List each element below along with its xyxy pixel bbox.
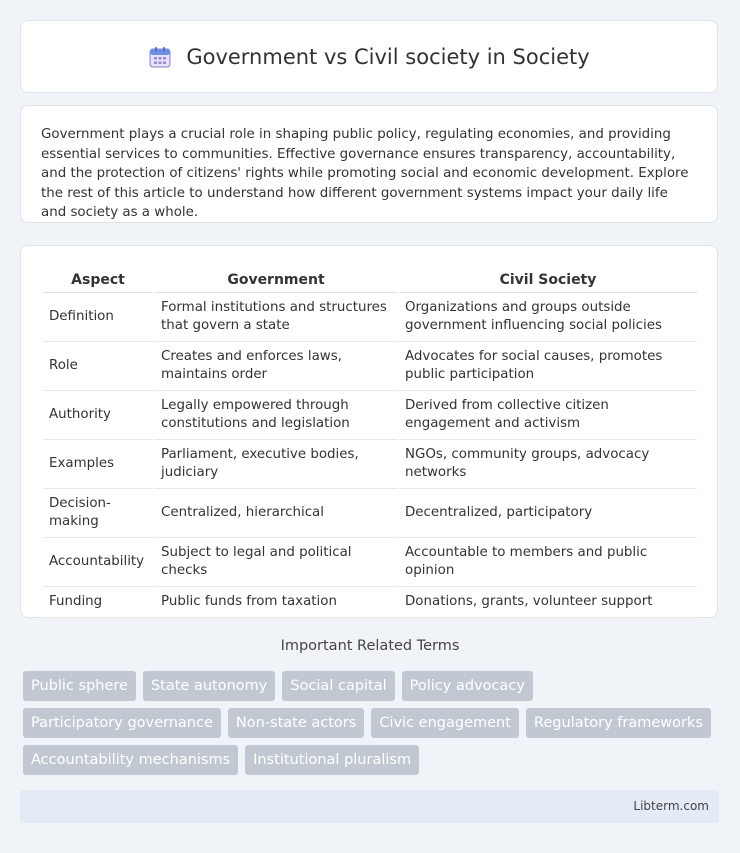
aspect-cell: Examples (43, 440, 153, 489)
related-term-tag[interactable]: Social capital (282, 671, 394, 701)
aspect-cell: Decision-making (43, 489, 153, 538)
intro-card (20, 105, 718, 223)
table-row (43, 538, 697, 587)
government-cell: Parliament, executive bodies, judiciary (155, 440, 397, 489)
related-terms-list (23, 671, 723, 782)
civil-society-cell: Accountable to members and public opinion (399, 538, 697, 587)
civil-society-cell: NGOs, community groups, advocacy networks (399, 440, 697, 489)
table-row (43, 293, 697, 342)
aspect-cell: Definition (43, 293, 153, 342)
intro-text: Government plays a crucial role in shaping public policy, regulating economies, and providing essential services to communities. Effective governance ensures transparency, accountability, and the protection of citizens' rights while promoting social and economic development. Explore the rest of this article to understand how different government systems impact your daily life and society as a whole. (41, 127, 689, 220)
related-term-tag[interactable]: Non-state actors (228, 708, 364, 738)
aspect-cell: Authority (43, 391, 153, 440)
comparison-table (41, 265, 699, 618)
related-term-tag[interactable]: Public sphere (23, 671, 136, 701)
government-cell: Public funds from taxation (155, 587, 397, 618)
table-row (43, 587, 697, 618)
page-title: Government vs Civil society in Society (186, 44, 590, 69)
civil-society-cell: Donations, grants, volunteer support (399, 587, 697, 618)
government-cell: Legally empowered through constitutions and legislation (155, 391, 397, 440)
calendar-icon (148, 45, 172, 69)
civil-society-cell: Advocates for social causes, promotes public participation (399, 342, 697, 391)
table-row (43, 391, 697, 440)
government-cell: Centralized, hierarchical (155, 489, 397, 538)
related-term-tag[interactable]: Regulatory frameworks (526, 708, 711, 738)
table-row (43, 440, 697, 489)
header-aspect: Aspect (43, 265, 153, 293)
related-term-tag[interactable]: Accountability mechanisms (23, 745, 238, 775)
related-terms-title: Important Related Terms (280, 638, 460, 654)
header-civil-society: Civil Society (399, 265, 697, 293)
footer (20, 790, 719, 823)
government-cell: Creates and enforces laws, maintains order (155, 342, 397, 391)
table-row (43, 342, 697, 391)
table-row (43, 489, 697, 538)
aspect-cell: Accountability (43, 538, 153, 587)
civil-society-cell: Derived from collective citizen engagement and activism (399, 391, 697, 440)
header-card (20, 20, 718, 93)
government-cell: Subject to legal and political checks (155, 538, 397, 587)
related-term-tag[interactable]: State autonomy (143, 671, 275, 701)
aspect-cell: Funding (43, 587, 153, 618)
table-header-row (43, 265, 697, 293)
footer-brand[interactable]: Libterm.com (633, 799, 709, 813)
related-term-tag[interactable]: Civic engagement (371, 708, 519, 738)
civil-society-cell: Organizations and groups outside government influencing social policies (399, 293, 697, 342)
related-term-tag[interactable]: Institutional pluralism (245, 745, 419, 775)
aspect-cell: Role (43, 342, 153, 391)
related-term-tag[interactable]: Policy advocacy (402, 671, 533, 701)
related-term-tag[interactable]: Participatory governance (23, 708, 221, 738)
government-cell: Formal institutions and structures that govern a state (155, 293, 397, 342)
header-government: Government (155, 265, 397, 293)
comparison-table-card (20, 245, 718, 618)
civil-society-cell: Decentralized, participatory (399, 489, 697, 538)
